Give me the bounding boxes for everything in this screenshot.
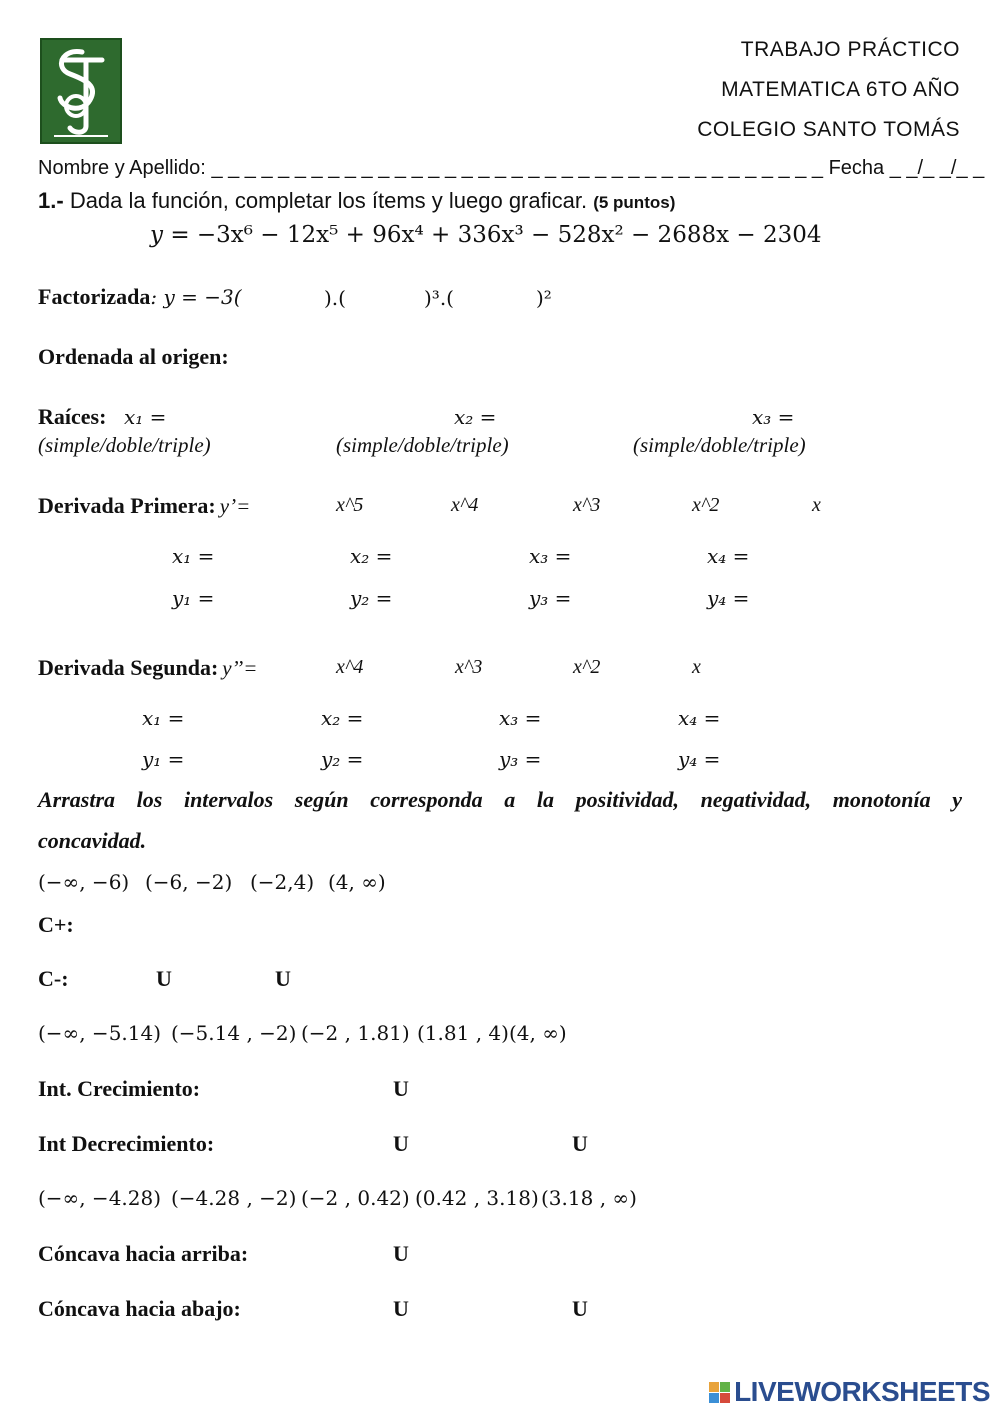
cneg-union-1: U (156, 966, 172, 991)
interval-conc-1[interactable]: (−∞, −4.28) (38, 1186, 162, 1210)
concava-abajo-label: Cóncava hacia abajo: (38, 1296, 241, 1321)
derivada1-x4: x₄ = (707, 544, 750, 568)
decrecimiento-union-2: U (572, 1131, 588, 1156)
name-label: Nombre y Apellido: (38, 157, 206, 179)
raiz-x1-mult[interactable]: (simple/doble/triple) (38, 433, 211, 457)
derivada1-y1: y₁ = (172, 586, 215, 610)
liveworksheets-brand[interactable] (709, 1376, 990, 1408)
header-title: TRABAJO PRÁCTICO (740, 38, 960, 61)
decrecimiento-label: Int Decrecimiento: (38, 1131, 215, 1156)
question-points: (5 puntos) (593, 193, 676, 212)
factorizada-paren-2: )³.( (424, 286, 454, 310)
derivada1-term-x4: x^4 (451, 494, 479, 516)
school-logo (40, 38, 122, 144)
derivada2-y3: y₃ = (499, 747, 542, 771)
derivada2-term-x: x (692, 656, 701, 678)
raiz-x3-mult[interactable]: (simple/doble/triple) (633, 433, 806, 457)
derivada1-term-x2: x^2 (692, 494, 720, 516)
factorizada-label: Factorizada (38, 284, 151, 309)
question-number: 1.- (38, 188, 64, 213)
derivada2-y2: y₂ = (321, 747, 364, 771)
derivada1-row (38, 493, 250, 519)
question-1 (38, 188, 675, 214)
derivada2-y1: y₁ = (142, 747, 185, 771)
derivada1-x2: x₂ = (350, 544, 393, 568)
interval-conc-4[interactable]: (0.42 , 3.18) (415, 1186, 539, 1210)
derivada2-yprime: y’’= (222, 656, 258, 680)
interval-conc-5[interactable]: (3.18 , ∞) (541, 1186, 637, 1210)
derivada2-term-x4: x^4 (336, 656, 364, 678)
interval-sign-4[interactable]: (4, ∞) (328, 870, 386, 894)
derivada2-x3: x₃ = (499, 706, 542, 730)
raiz-x2: x₂ = (454, 405, 497, 429)
raiz-x2-mult[interactable]: (simple/doble/triple) (336, 433, 509, 457)
cneg-union-2: U (275, 966, 291, 991)
date-blank[interactable]: _ _/_ _/_ _ (889, 157, 985, 179)
interval-mono-5[interactable]: (4, ∞) (509, 1021, 567, 1045)
instructions-line-2: concavidad. (38, 828, 147, 853)
instructions-line-1: Arrastra los intervalos según corresponda a la positividad, negatividad, monotonía y (38, 787, 962, 812)
student-info-row (38, 157, 984, 180)
header-school: COLEGIO SANTO TOMÁS (697, 118, 960, 141)
derivada1-x3: x₃ = (529, 544, 572, 568)
liveworksheets-logo-icon (709, 1382, 730, 1403)
equation-lhs: y (150, 222, 163, 248)
derivada1-label: Derivada Primera: (38, 493, 216, 518)
derivada2-row (38, 655, 257, 681)
derivada2-x4: x₄ = (678, 706, 721, 730)
interval-sign-3[interactable]: (−2,4) (250, 870, 315, 894)
derivada1-y4: y₄ = (707, 586, 750, 610)
interval-conc-3[interactable]: (−2 , 0.42) (301, 1186, 410, 1210)
concava-abajo-union-1: U (393, 1296, 409, 1321)
interval-mono-1[interactable]: (−∞, −5.14) (38, 1021, 162, 1045)
interval-mono-3[interactable]: (−2 , 1.81) (301, 1021, 410, 1045)
derivada1-term-x3: x^3 (573, 494, 601, 516)
cneg-label: C-: (38, 966, 69, 991)
brand-text: LIVEWORKSHEETS (734, 1376, 990, 1407)
crecimiento-union-1: U (393, 1076, 409, 1101)
concava-arriba-union: U (393, 1241, 409, 1266)
interval-mono-4[interactable]: (1.81 , 4) (417, 1021, 509, 1045)
interval-sign-2[interactable]: (−6, −2) (145, 870, 233, 894)
derivada1-y2: y₂ = (350, 586, 393, 610)
question-text: Dada la función, completar los ítems y luego graficar. (69, 188, 588, 213)
raiz-x3: x₃ = (752, 405, 795, 429)
crecimiento-label: Int. Crecimiento: (38, 1076, 201, 1101)
interval-conc-2[interactable]: (−4.28 , −2) (171, 1186, 297, 1210)
concava-abajo-union-2: U (572, 1296, 588, 1321)
interval-sign-1[interactable]: (−∞, −6) (38, 870, 130, 894)
factorizada-row (38, 284, 242, 310)
raices-label: Raíces: (38, 404, 107, 429)
derivada1-x1: x₁ = (172, 544, 215, 568)
cpos-label: C+: (38, 912, 74, 937)
school-crest-icon (40, 38, 122, 144)
derivada2-term-x3: x^3 (455, 656, 483, 678)
date-label: Fecha (828, 157, 885, 179)
factorizada-paren-1: ).( (324, 286, 346, 310)
derivada2-x2: x₂ = (321, 706, 364, 730)
derivada1-term-x5: x^5 (336, 494, 364, 516)
raiz-x1: x₁ = (124, 405, 167, 429)
factorizada-paren-3: )² (536, 286, 552, 310)
name-blank[interactable]: _ _ _ _ _ _ _ _ _ _ _ _ _ _ _ _ _ _ _ _ _ _ _ _ _ _ _ _ _ _ _ _ _ _ _ _ _ (211, 157, 824, 179)
derivada1-yprime: y’= (219, 494, 251, 518)
derivada2-label: Derivada Segunda: (38, 655, 219, 680)
header-subject: MATEMATICA 6TO AÑO (721, 78, 960, 101)
derivada2-y4: y₄ = (678, 747, 721, 771)
ordenada-label: Ordenada al origen: (38, 344, 229, 369)
interval-mono-2[interactable]: (−5.14 , −2) (171, 1021, 297, 1045)
derivada2-term-x2: x^2 (573, 656, 601, 678)
concava-arriba-label: Cóncava hacia arriba: (38, 1241, 249, 1266)
derivada1-term-x: x (812, 494, 821, 516)
equation-rhs: = −3x⁶ − 12x⁵ + 96x⁴ + 336x³ − 528x² − 2688x − 2304 (170, 222, 822, 248)
function-equation (150, 222, 822, 248)
derivada2-x1: x₁ = (142, 706, 185, 730)
factorizada-start: : y = −3( (150, 285, 242, 309)
decrecimiento-union-1: U (393, 1131, 409, 1156)
derivada1-y3: y₃ = (529, 586, 572, 610)
